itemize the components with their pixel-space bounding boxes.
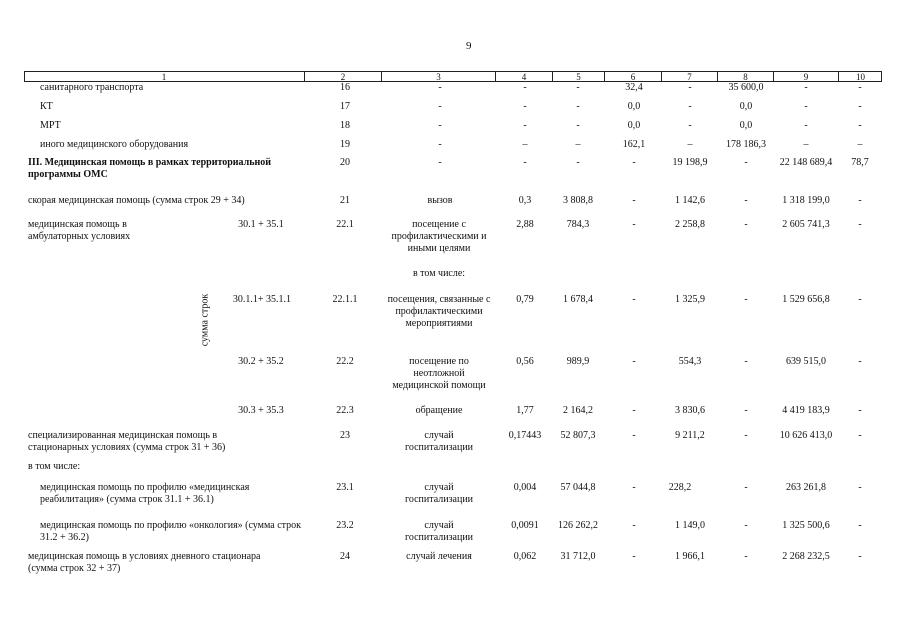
cell-c9: 10 626 413,0 — [779, 430, 833, 441]
cell-c5: – — [575, 139, 581, 150]
cell-c7: - — [688, 82, 692, 93]
cell-c9: 639 515,0 — [786, 356, 826, 367]
cell-c8: - — [744, 219, 748, 230]
cell-c5: 1 678,4 — [563, 294, 593, 305]
row-label: медицинская помощь в условиях дневного стационара (сумма строк 32 + 37) — [28, 551, 261, 574]
cell-c6: 32,4 — [625, 82, 643, 93]
cell-c8: 35 600,0 — [728, 82, 764, 93]
cell-c8: - — [744, 482, 748, 493]
row-number: 22.1.1 — [332, 294, 358, 305]
cell-c10: - — [858, 482, 862, 493]
cell-unit: - — [438, 139, 442, 150]
cell-c10: – — [857, 139, 863, 150]
row-label: скорая медицинская помощь (сумма строк 29 + 34) — [28, 195, 245, 206]
cell-c8: 0,0 — [739, 101, 753, 112]
row-number: 20 — [340, 157, 350, 168]
row-label: медицинская помощь по профилю «медицинская реабилитация» (сумма строк 31.1 + 36.1) — [40, 482, 250, 505]
cell-unit: - — [438, 157, 442, 168]
cell-c10: - — [858, 520, 862, 531]
row-number: 23.2 — [336, 520, 354, 531]
cell-c7: 3 830,6 — [675, 405, 705, 416]
cell-c5: - — [576, 157, 580, 168]
cell-c10: - — [858, 551, 862, 562]
cell-c5: 784,3 — [566, 219, 590, 230]
cell-c5: 31 712,0 — [560, 551, 596, 562]
row-number: 22.3 — [336, 405, 354, 416]
row-number: 22.2 — [336, 356, 354, 367]
cell-c4: - — [523, 157, 527, 168]
sum-formula: 30.1 + 35.1 — [238, 219, 284, 230]
cell-c10: - — [858, 82, 862, 93]
cell-c4: 0,062 — [513, 551, 537, 562]
col-header-10: 10 — [856, 72, 865, 82]
cell-c4: 0,004 — [513, 482, 537, 493]
cell-c8: - — [744, 551, 748, 562]
cell-c10: - — [858, 195, 862, 206]
row-label: санитарного транспорта — [40, 82, 144, 93]
cell-c5: 2 164,2 — [563, 405, 593, 416]
col-header-6: 6 — [605, 72, 662, 82]
cell-c9: - — [804, 120, 808, 131]
cell-c8: 0,0 — [739, 120, 753, 131]
cell-unit: случай лечения — [406, 551, 472, 562]
cell-unit: случай госпитализации — [404, 482, 474, 505]
col-header-2: 2 — [305, 72, 382, 82]
sum-formula: 30.2 + 35.2 — [238, 356, 284, 367]
col-header-8: 8 — [718, 72, 774, 82]
cell-unit: посещения, связанные с профилактическими мероприятиями — [387, 294, 491, 329]
cell-c6: - — [632, 356, 636, 367]
cell-c4: - — [523, 120, 527, 131]
cell-c6: 0,0 — [627, 120, 641, 131]
cell-c7: 1 325,9 — [675, 294, 705, 305]
cell-c10: - — [858, 405, 862, 416]
cell-c9: 1 529 656,8 — [782, 294, 830, 305]
cell-c10: - — [858, 120, 862, 131]
cell-c7: - — [688, 101, 692, 112]
cell-c8: - — [744, 405, 748, 416]
cell-unit: посещение по неотложной медицинской помощи — [392, 356, 486, 391]
row-label: специализированная медицинская помощь в стационарных условиях (сумма строк 31 + 36) — [28, 430, 226, 453]
cell-c4: 0,3 — [518, 195, 532, 206]
cell-unit: - — [438, 120, 442, 131]
cell-c9: 1 325 500,6 — [782, 520, 830, 531]
cell-c6: - — [632, 195, 636, 206]
sum-formula: 30.3 + 35.3 — [238, 405, 284, 416]
cell-c8: - — [744, 356, 748, 367]
row-number: 21 — [340, 195, 350, 206]
cell-c9: - — [804, 101, 808, 112]
col-header-1: 1 — [24, 72, 305, 82]
cell-c7: 2 258,8 — [675, 219, 705, 230]
cell-c7: 1 142,6 — [675, 195, 705, 206]
cell-c8: - — [744, 294, 748, 305]
cell-c7: – — [687, 139, 693, 150]
cell-c7: 1 966,1 — [675, 551, 705, 562]
cell-c4: – — [522, 139, 528, 150]
cell-c9: 22 148 689,4 — [779, 157, 833, 168]
row-number: 22.1 — [336, 219, 354, 230]
cell-c10: - — [858, 294, 862, 305]
cell-c9: 4 419 183,9 — [782, 405, 830, 416]
cell-c5: - — [576, 101, 580, 112]
row-number: 18 — [340, 120, 350, 131]
cell-unit: - — [438, 82, 442, 93]
cell-c7: 554,3 — [678, 356, 702, 367]
row-number: 23.1 — [336, 482, 354, 493]
cell-c7: 228,2 — [668, 482, 692, 493]
cell-unit: посещение с профилактическими и иными целями — [391, 219, 487, 254]
row-number: 24 — [340, 551, 350, 562]
cell-c7: 19 198,9 — [672, 157, 708, 168]
cell-c10: 78,7 — [851, 157, 869, 168]
cell-unit: вызов — [427, 195, 453, 206]
row-label: медицинская помощь в амбулаторных условиях — [28, 219, 131, 242]
sum-formula: 30.1.1+ 35.1.1 — [232, 294, 292, 305]
cell-c5: - — [576, 120, 580, 131]
cell-c9: 2 268 232,5 — [782, 551, 830, 562]
cell-c7: 9 211,2 — [675, 430, 705, 441]
cell-c4: 0,56 — [516, 356, 534, 367]
cell-c8: - — [744, 157, 748, 168]
row-number: 23 — [340, 430, 350, 441]
cell-c8: - — [744, 195, 748, 206]
cell-c6: - — [632, 157, 636, 168]
cell-c4: - — [523, 101, 527, 112]
cell-c10: - — [858, 219, 862, 230]
cell-c4: 1,77 — [516, 405, 534, 416]
row-number: 17 — [340, 101, 350, 112]
subsection-note: в том числе: — [412, 268, 466, 279]
cell-c9: 2 605 741,3 — [782, 219, 830, 230]
vertical-sum-label: сумма строк — [199, 293, 211, 347]
cell-c5: - — [576, 82, 580, 93]
cell-c5: 57 044,8 — [560, 482, 596, 493]
cell-c6: - — [632, 551, 636, 562]
col-header-9: 9 — [774, 72, 839, 82]
cell-c6: 0,0 — [627, 101, 641, 112]
row-label: МРТ — [40, 120, 61, 131]
section-heading: III. Медицинская помощь в рамках территориальной программы ОМС — [28, 157, 272, 180]
cell-unit: обращение — [415, 405, 463, 416]
cell-unit: случай госпитализации — [404, 430, 474, 453]
cell-c9: 1 318 199,0 — [782, 195, 830, 206]
cell-c4: 0,79 — [516, 294, 534, 305]
cell-c5: 989,9 — [566, 356, 590, 367]
col-header-4: 4 — [496, 72, 553, 82]
cell-c4: 0,17443 — [508, 430, 542, 441]
cell-unit: случай госпитализации — [404, 520, 474, 543]
row-number: 19 — [340, 139, 350, 150]
cell-c5: 3 808,8 — [563, 195, 593, 206]
cell-c9: – — [803, 139, 809, 150]
cell-c6: - — [632, 219, 636, 230]
cell-c5: 126 262,2 — [558, 520, 598, 531]
cell-c6: - — [632, 482, 636, 493]
cell-c8: - — [744, 430, 748, 441]
cell-c9: 263 261,8 — [786, 482, 826, 493]
cell-c4: 0,0091 — [511, 520, 539, 531]
cell-c6: 162,1 — [622, 139, 646, 150]
cell-c10: - — [858, 101, 862, 112]
cell-c4: - — [523, 82, 527, 93]
row-label: иного медицинского оборудования — [40, 139, 189, 150]
cell-c6: - — [632, 520, 636, 531]
row-label: медицинская помощь по профилю «онкология» (сумма строк 31.2 + 36.2) — [40, 520, 301, 543]
cell-c6: - — [632, 405, 636, 416]
cell-c6: - — [632, 294, 636, 305]
cell-c9: - — [804, 82, 808, 93]
cell-c5: 52 807,3 — [560, 430, 596, 441]
col-header-7: 7 — [662, 72, 718, 82]
cell-c6: - — [632, 430, 636, 441]
row-label: КТ — [40, 101, 53, 112]
page-number: 9 — [466, 40, 472, 52]
subsection-note: в том числе: — [28, 461, 81, 472]
cell-c7: - — [688, 120, 692, 131]
col-header-5: 5 — [553, 72, 605, 82]
col-header-3: 3 — [382, 72, 496, 82]
cell-c8: 178 186,3 — [726, 139, 766, 150]
cell-c8: - — [744, 520, 748, 531]
cell-c4: 2,88 — [516, 219, 534, 230]
cell-c10: - — [858, 356, 862, 367]
cell-unit: - — [438, 101, 442, 112]
cell-c10: - — [858, 430, 862, 441]
row-number: 16 — [340, 82, 350, 93]
cell-c7: 1 149,0 — [675, 520, 705, 531]
